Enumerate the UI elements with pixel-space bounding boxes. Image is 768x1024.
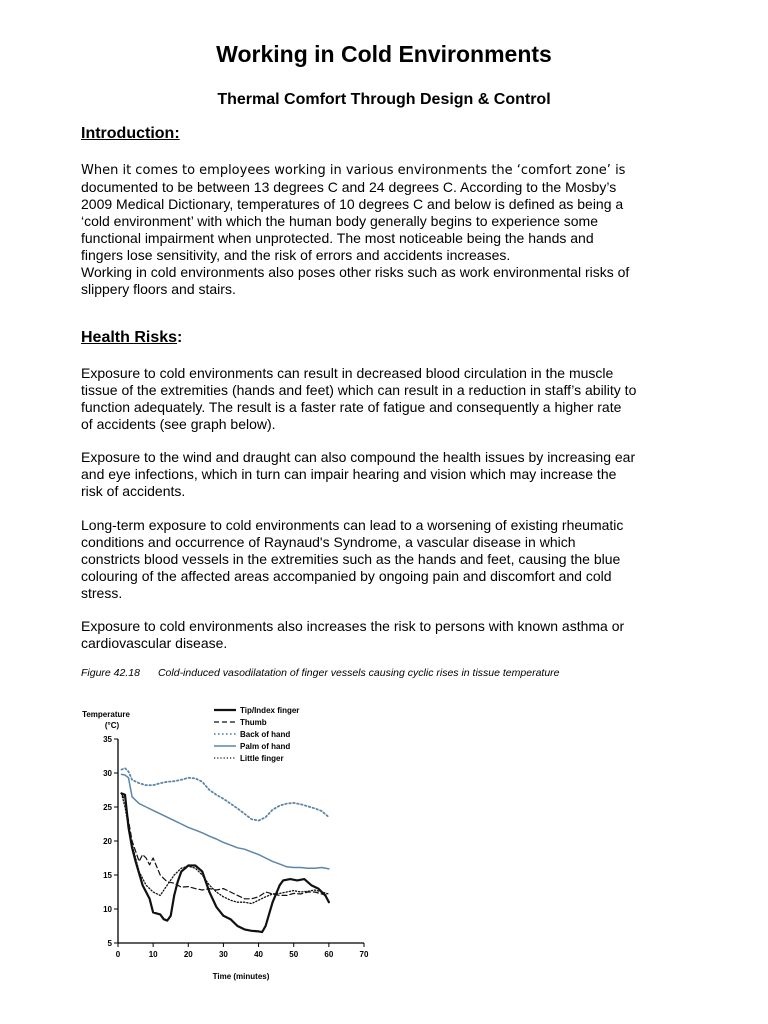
intro-line: 2009 Medical Dictionary, temperatures of 10 degrees C and below is defined as being a	[81, 196, 624, 212]
paragraph-line: constricts blood vessels in the extremities such as the hands and feet, causing the blue	[81, 551, 621, 567]
x-tick-label: 10	[148, 950, 158, 959]
chart-legend	[214, 706, 299, 763]
x-tick-label: 70	[359, 950, 369, 959]
y-tick-label: 15	[103, 871, 112, 880]
legend-label: Back of hand	[240, 730, 291, 739]
intro-line: documented to be between 13 degrees C and 24 degrees C. According to the Mosby’s	[81, 179, 617, 195]
y-tick-label: 5	[107, 939, 112, 948]
paragraph-line: function adequately. The result is a faster rate of fatigue and consequently a higher rate	[81, 399, 622, 415]
legend-label: Tip/Index finger	[240, 706, 300, 715]
y-tick-label: 20	[103, 837, 112, 846]
x-tick-label: 30	[218, 950, 228, 959]
series-line-thumb	[122, 793, 329, 898]
intro-line: ‘cold environment’ with which the human body generally begins to experience some	[81, 213, 598, 229]
paragraph-line: stress.	[81, 585, 123, 601]
series-line-back-of-hand	[122, 768, 329, 820]
intro-line: When it comes to employees working in various environments the ‘comfort zone’ is	[81, 163, 626, 178]
x-axis-label: Time (minutes)	[212, 972, 270, 981]
paragraph-line: tissue of the extremities (hands and feet) which can result in a reduction in staff’s ability to	[81, 382, 637, 398]
y-tick-label: 10	[103, 905, 112, 914]
legend-label: Little finger	[240, 754, 284, 763]
y-axis-unit-label: (°C)	[104, 721, 120, 730]
health-risks-paragraph-4	[81, 618, 701, 652]
paragraph-line: of accidents (see graph below).	[81, 416, 276, 432]
document-subtitle: Thermal Comfort Through Design & Control	[217, 91, 551, 108]
x-tick-label: 60	[324, 950, 334, 959]
series-line-palm-of-hand	[122, 774, 329, 869]
health-risks-heading-text: Health Risks	[81, 329, 178, 346]
paragraph-line: Exposure to cold environments can result in decreased blood circulation in the muscle	[81, 365, 614, 381]
paragraph-line: Long-term exposure to cold environments can lead to a worsening of existing rheumatic	[81, 517, 624, 533]
paragraph-line: conditions and occurrence of Raynaud's Syndrome, a vascular disease in which	[81, 534, 576, 550]
introduction-paragraph	[81, 162, 701, 298]
paragraph-line: colouring of the affected areas accompanied by ongoing pain and discomfort and cold	[81, 568, 612, 584]
x-tick-label: 40	[254, 950, 264, 959]
document-title: Working in Cold Environments	[216, 41, 552, 67]
health-risks-heading-colon: :	[177, 329, 183, 346]
figure-caption	[81, 667, 721, 679]
x-tick-label: 0	[115, 950, 121, 959]
y-tick-label: 35	[103, 735, 112, 744]
series-line-tip-index-finger	[122, 793, 329, 932]
health-risks-paragraph-1	[81, 365, 701, 433]
paragraph-line: risk of accidents.	[81, 483, 186, 499]
figure-caption-text: Cold-induced vasodilatation of finger vessels causing cyclic rises in tissue temperature	[157, 667, 560, 679]
chart-series	[122, 768, 329, 932]
y-axis-label: Temperature	[82, 710, 130, 719]
intro-line: Working in cold environments also poses other risks such as work environmental risks of	[81, 264, 630, 280]
paragraph-line: Exposure to the wind and draught can also compound the health issues by increasing ear	[81, 449, 636, 465]
paragraph-line: Exposure to cold environments also increases the risk to persons with known asthma or	[81, 618, 625, 634]
paragraph-line: and eye infections, which in turn can impair hearing and vision which may increase the	[81, 466, 617, 482]
health-risks-paragraph-2	[81, 449, 701, 500]
intro-line: slippery floors and stairs.	[81, 281, 236, 297]
introduction-heading-text: Introduction:	[81, 125, 180, 142]
x-tick-label: 20	[183, 950, 193, 959]
temperature-chart	[82, 698, 382, 993]
x-tick-label: 50	[289, 950, 299, 959]
y-tick-label: 25	[103, 803, 112, 812]
health-risks-paragraph-3	[81, 517, 701, 602]
intro-line: functional impairment when unprotected. The most noticeable being the hands and	[81, 230, 594, 246]
legend-label: Thumb	[240, 718, 267, 727]
y-tick-label: 30	[103, 769, 112, 778]
figure-number: Figure 42.18	[81, 667, 140, 679]
paragraph-line: cardiovascular disease.	[81, 635, 228, 651]
health-risks-heading	[81, 329, 182, 347]
legend-label: Palm of hand	[240, 742, 291, 751]
introduction-heading	[81, 125, 180, 143]
intro-line: fingers lose sensitivity, and the risk of errors and accidents increases.	[81, 247, 511, 263]
